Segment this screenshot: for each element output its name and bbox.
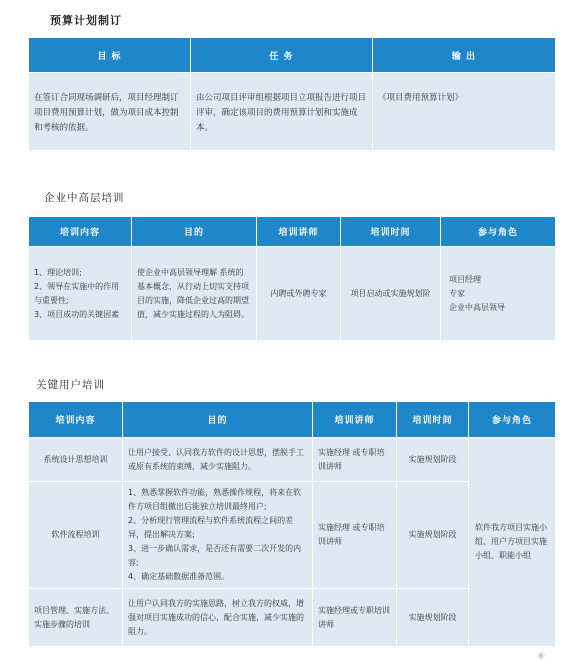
role-item: 企业中高层领导 <box>449 302 505 312</box>
senior-training-table <box>28 216 556 341</box>
time-cell: 项目启动或实施规划阶 <box>341 247 441 341</box>
trainer-cell: 实施经理 或专职培训讲师 <box>313 438 397 482</box>
task-cell: 由公司项目评审组根据项目立项报告进行项目评审，确定该项目的费用预算计划和实施成本。 <box>191 73 373 151</box>
role-item: 专家 <box>449 288 465 298</box>
key-user-training-table <box>28 401 556 647</box>
content-line: 1、理论培训; <box>34 267 82 277</box>
time-cell: 实施规划阶段 <box>397 438 469 482</box>
table-row <box>29 247 556 341</box>
header-content: 培训内容 <box>29 217 132 247</box>
time-cell: 实施规划阶段 <box>397 482 469 589</box>
header-output: 输 出 <box>373 38 556 73</box>
table-row <box>29 438 556 482</box>
content-cell: 项目管理、实施方法、实施步骤的培训 <box>29 589 123 647</box>
watermark-icon: ◉ <box>537 651 545 661</box>
purpose-cell: 使企业中高层领导理解 系统的基本概念，从行动上切实支持项目的实施，降低企业过高的期望值，减少实施过程的人为阻碍。 <box>132 247 257 341</box>
header-trainer: 培训讲师 <box>313 402 397 438</box>
section1-title: 预算计划制订 <box>50 14 122 27</box>
trainer-cell: 实施经理或专职培训讲师 <box>313 589 397 647</box>
section3-title: 关键用户培训 <box>36 379 105 391</box>
table-header-row <box>29 38 556 73</box>
trainer-cell: 实施经理 或专职培训讲师 <box>313 482 397 589</box>
table-header-row <box>29 217 556 247</box>
header-purpose: 目的 <box>132 217 257 247</box>
purpose-line: 1、熟悉掌握软件功能，熟悉操作规程，将来在软件方项目组撤出后能独立培训最终用户; <box>128 488 302 511</box>
time-cell: 实施规划阶段 <box>397 589 469 647</box>
role-item: 项目经理 <box>449 274 481 284</box>
output-cell: 《项目费用预算计划》 <box>373 73 556 151</box>
header-task: 任 务 <box>191 38 373 73</box>
roles-cell <box>441 247 556 341</box>
content-cell <box>29 247 132 341</box>
purpose-cell: 让用户接受、认同我方软件的设计思想，摆脱手工或原有系统的束缚，减少实施阻力。 <box>123 438 313 482</box>
header-time: 培训时间 <box>341 217 441 247</box>
header-time: 培训时间 <box>397 402 469 438</box>
purpose-cell: 让用户认同我方的实施思路，树立我方的权威，增强对项目实施成功的信心，配合实施，减少实施的阻力。 <box>123 589 313 647</box>
header-goal: 目 标 <box>29 38 191 73</box>
header-purpose: 目的 <box>123 402 313 438</box>
header-roles: 参与角色 <box>469 402 556 438</box>
content-line: 与重要性; <box>34 295 69 305</box>
trainer-cell: 内聘或外聘专家 <box>257 247 341 341</box>
header-trainer: 培训讲师 <box>257 217 341 247</box>
content-cell: 系统设计思想培训 <box>29 438 123 482</box>
section2-title: 企业中高层培训 <box>44 192 125 204</box>
purpose-cell <box>123 482 313 589</box>
header-roles: 参与角色 <box>441 217 556 247</box>
content-line: 2、领导在实施中的作用 <box>34 281 120 291</box>
roles-cell: 软件我方项目实施小组、用户方项目实施小组、职能小组 <box>469 438 556 647</box>
purpose-line: 2、分析现行管理流程与软件系统流程之间的差异，提出解决方案; <box>128 516 294 539</box>
table-header-row <box>29 402 556 438</box>
purpose-line: 3、进一步确认需求，是否还有需要二次开发的内容; <box>128 544 302 567</box>
goal-cell: 在签订合同现场调研后，项目经理制订项目费用预算计划，做为项目成本控制和考核的依据。 <box>29 73 191 151</box>
purpose-line: 4、确定基础数据准备范围。 <box>128 572 230 581</box>
content-line: 3、项目成功的关键因素 <box>34 309 120 319</box>
table-row <box>29 73 556 151</box>
header-content: 培训内容 <box>29 402 123 438</box>
budget-plan-table <box>28 37 556 151</box>
content-cell: 软件流程培训 <box>29 482 123 589</box>
